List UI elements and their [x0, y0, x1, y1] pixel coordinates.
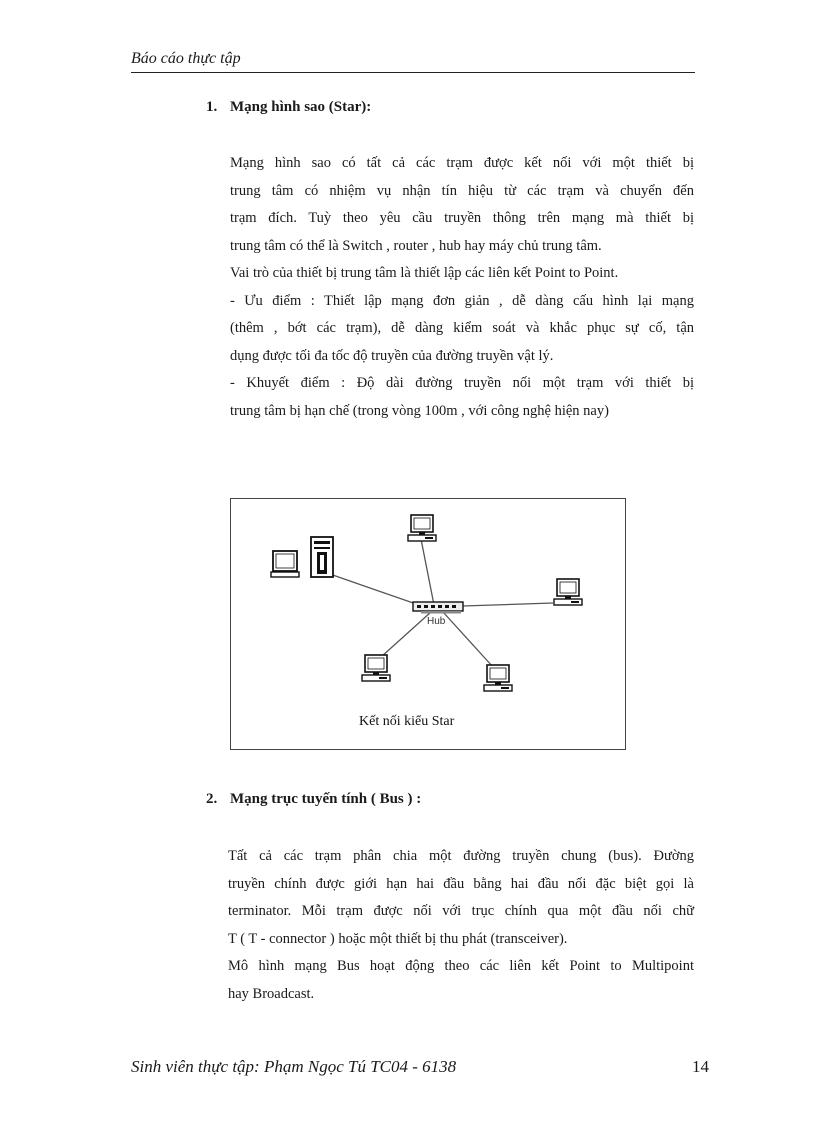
section-2-number: 2. [206, 791, 218, 807]
computer-icon-top [408, 515, 436, 541]
header-title: Báo cáo thực tập [131, 50, 241, 67]
link-right-pc [463, 603, 553, 606]
section-2-title: Mạng trục tuyến tính ( Bus ) : [230, 791, 422, 807]
text-line: trung tâm có thể là Switch , router , hub hay máy chủ trung tâm. [230, 237, 602, 254]
link-bottom-left-pc [381, 612, 431, 657]
text-line: trung tâm có nhiệm vụ nhận tín hiệu từ các trạm và chuyển đến [230, 182, 694, 199]
computer-icon [271, 551, 299, 577]
hub-icon [413, 602, 463, 614]
link-bottom-right-pc [443, 612, 493, 667]
section-1-title: Mạng hình sao (Star): [230, 99, 372, 115]
computer-icon-bottom-right [484, 665, 512, 691]
text-line: hay Broadcast. [228, 985, 315, 1002]
text-line: terminator. Mỗi trạm được nối với trục chính qua một đầu nối chữ [228, 903, 694, 919]
link-top-pc [421, 539, 434, 605]
star-topology-diagram [231, 499, 627, 751]
section-1-body [230, 150, 694, 425]
section-1-heading [206, 99, 371, 116]
section-2-body [228, 843, 694, 1008]
text-line: truyền chính được giới hạn hai đầu bằng hai đầu nối đặc biệt gọi là [228, 875, 694, 892]
section-1-number: 1. [206, 99, 218, 115]
text-line: trạm đích. Tuỳ theo yêu cầu truyền thông trên mạng mà thiết bị [230, 210, 694, 226]
text-line: Mô hình mạng Bus hoạt động theo các liên kết Point to Multipoint [228, 958, 694, 974]
text-line: (thêm , bớt các trạm), dễ dàng kiểm soát và khắc phục sự cố, tận [230, 320, 694, 336]
page-header [131, 50, 695, 73]
text-line: - Khuyết điểm : Độ dài đường truyền nối một trạm với thiết bị [230, 375, 694, 391]
footer-student: Sinh viên thực tập: Phạm Ngọc Tú TC04 - 6138 [131, 1057, 457, 1076]
star-topology-figure [230, 498, 626, 750]
text-line: Vai trò của thiết bị trung tâm là thiết lập các liên kết Point to Point. [230, 265, 619, 281]
text-line: - Ưu điểm : Thiết lập mạng đơn giản , dễ dàng cấu hình lại mạng [230, 292, 694, 309]
section-2-heading [206, 791, 421, 808]
computer-icon-right [554, 579, 582, 605]
text-line: trung tâm bị hạn chế (trong vòng 100m , với công nghệ hiện nay) [230, 402, 609, 419]
text-line: dụng được tối đa tốc độ truyền của đường truyền vật lý. [230, 347, 554, 364]
computer-icon-bottom-left [362, 655, 390, 681]
page-number: 14 [692, 1057, 709, 1076]
text-line: T ( T - connector ) hoặc một thiết bị thu phát (transceiver). [228, 930, 568, 947]
text-line: Tất cả các trạm phân chia một đường truyền chung (bus). Đường [228, 848, 694, 864]
figure-caption: Kết nối kiểu Star [359, 714, 455, 729]
server-icon [311, 537, 333, 577]
link-server [327, 573, 419, 605]
hub-label: Hub [427, 616, 446, 627]
text-line: Mạng hình sao có tất cả các trạm được kết nối với một thiết bị [230, 155, 694, 171]
